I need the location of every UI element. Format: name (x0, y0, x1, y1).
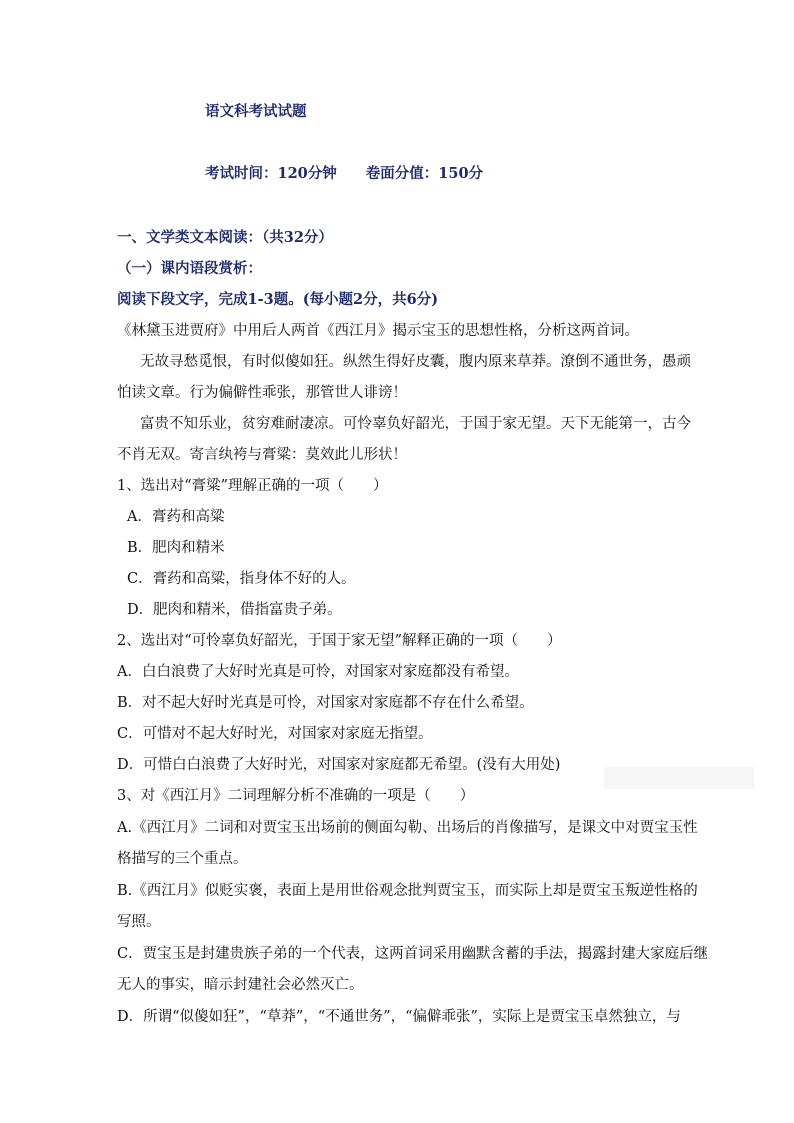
q1-option-c: C．膏药和高粱，指身体不好的人。 (127, 571, 356, 587)
q3-option-d-line-1: D．所谓“似傻如狂”，“草莽”，“不通世务”，“偏僻乖张”，实际上是贾宝玉卓然独立，与 (117, 1009, 681, 1025)
q3-option-a-line-2: 格描写的三个重点。 (117, 851, 248, 867)
watermark-icon (604, 763, 754, 793)
q3-option-a-line-1: A.《西江月》二词和对贾宝玉出场前的侧面勾勒、出场后的肖像描写，是课文中对贾宝玉性 (117, 820, 698, 836)
q2-option-b: B．对不起大好时光真是可怜，对国家对家庭都不存在什么希望。 (117, 695, 534, 711)
section-heading: 一、文学类文本阅读：（共32分） (117, 229, 333, 246)
poem-one-line-1: 无故寻愁觅恨，有时似傻如狂。纵然生得好皮囊，腹内原来草莽。潦倒不通世务，愚顽 (140, 354, 691, 370)
document-title: 语文科考试试题 (205, 103, 307, 120)
q2-option-c: C．可惜对不起大好时光，对国家对家庭无指望。 (117, 726, 433, 742)
q3-option-c-line-2: 无人的事实，暗示封建社会必然灭亡。 (117, 977, 364, 993)
q3-option-b-line-1: B.《西江月》似贬实褒，表面上是用世俗观念批判贾宝玉，而实际上却是贾宝玉叛逆性格的 (117, 883, 698, 899)
instruction-text: 阅读下段文字，完成1-3题。(每小题2分，共6分) (117, 291, 439, 308)
poem-two-line-2: 不肖无双。寄言纨袴与膏粱：莫效此儿形状！ (117, 447, 407, 463)
poem-one-line-2: 怕读文章。行为偏僻性乖张，那管世人诽谤！ (117, 385, 407, 401)
q3-option-c-line-1: C．贾宝玉是封建贵族子弟的一个代表，这两首词采用幽默含蓄的手法，揭露封建大家庭后继 (117, 946, 709, 962)
intro-paragraph: 《林黛玉进贾府》中用后人两首《西江月》揭示宝玉的思想性格，分析这两首词。 (117, 323, 639, 339)
q3-option-b-line-2: 写照。 (117, 914, 161, 930)
exam-meta: 考试时间：120分钟 卷面分值：150分 (205, 165, 484, 182)
q1-option-a: A．膏药和高粱 (127, 509, 225, 525)
poem-two-line-1: 富贵不知乐业，贫穷难耐凄凉。可怜辜负好韶光，于国于家无望。天下无能第一，古今 (140, 416, 691, 432)
q1-option-b: B．肥肉和精米 (127, 540, 225, 556)
question-3: 3、对《西江月》二词理解分析不准确的一项是（ ） (117, 788, 475, 804)
q2-option-a: A．白白浪费了大好时光真是可怜，对国家对家庭都没有希望。 (117, 664, 519, 680)
q1-option-d: D．肥肉和精米，借指富贵子弟。 (127, 602, 342, 618)
question-1: 1、选出对“膏粱”理解正确的一项（ ） (117, 478, 388, 494)
watermark (604, 763, 754, 799)
subsection-heading: （一）课内语段赏析： (117, 260, 262, 277)
question-2: 2、选出对“可怜辜负好韶光，于国于家无望”解释正确的一项（ ） (117, 633, 562, 649)
q2-option-d: D．可惜白白浪费了大好时光，对国家对家庭都无希望。(没有大用处) (117, 757, 561, 773)
